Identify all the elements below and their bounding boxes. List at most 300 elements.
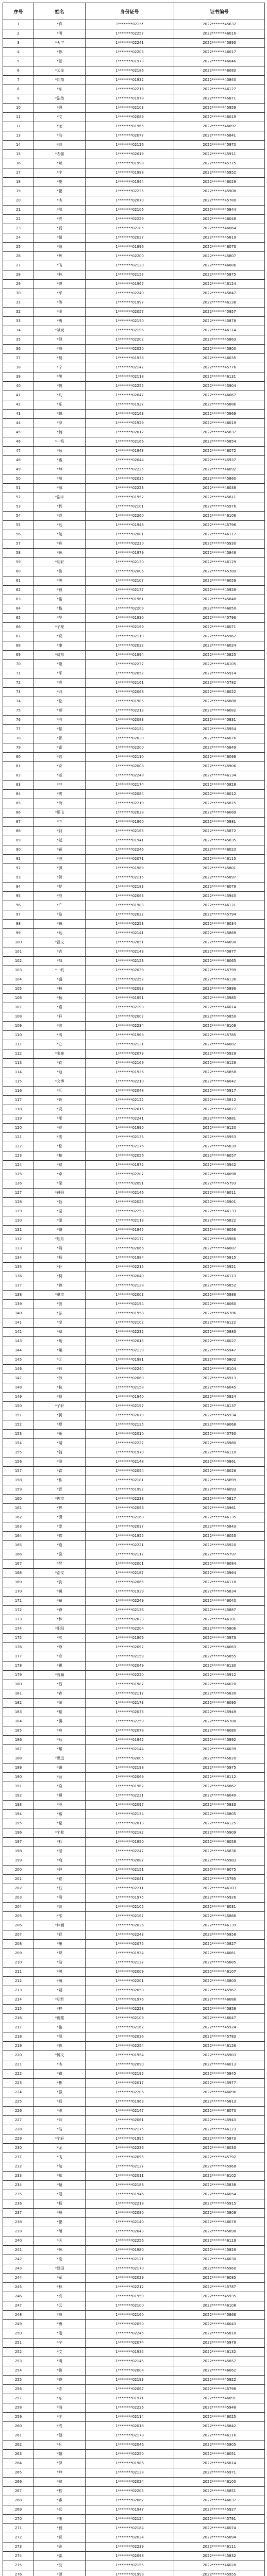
cell-index: 212: [3, 1977, 34, 1986]
cell-certificate-number: 2022*******46136: [174, 975, 265, 985]
cell-id-number: 1********01951: [86, 994, 174, 1003]
cell-id-number: 1********02200: [86, 252, 174, 261]
table-row: [3, 326, 265, 335]
cell-certificate-number: 2022*******45842: [174, 2422, 265, 2431]
cell-certificate-number: 2022*******45976: [174, 502, 265, 512]
cell-index: 25: [3, 243, 34, 252]
cell-certificate-number: 2022*******45785: [174, 1031, 265, 1040]
cell-certificate-number: 2022*******45979: [174, 2338, 265, 2348]
cell-index: 44: [3, 419, 34, 428]
table-row: [3, 2431, 265, 2441]
cell-index: 253: [3, 2357, 34, 2366]
cell-certificate-number: 2022*******45852: [174, 1281, 265, 1291]
table-row: [3, 1476, 265, 1485]
table-row: [3, 641, 265, 651]
cell-certificate-number: 2022*******45814: [174, 2459, 265, 2468]
table-row: [3, 1847, 265, 1856]
cell-name: *飞: [34, 2153, 86, 2162]
cell-certificate-number: 2022*******45952: [174, 168, 265, 178]
cell-id-number: 1********02130: [86, 558, 174, 567]
cell-certificate-number: 2022*******45790: [174, 1430, 265, 1439]
cell-name: *翰: [34, 1448, 86, 1458]
cell-name: *斐: [34, 1318, 86, 1328]
table-row: [3, 1940, 265, 1949]
cell-index: 178: [3, 1662, 34, 1671]
cell-name: *浩宇: [34, 493, 86, 502]
cell-id-number: 1********02004: [86, 2366, 174, 2376]
cell-certificate-number: 2022*******45968: [174, 2162, 265, 2172]
table-row: [3, 2162, 265, 2172]
table-row: [3, 1921, 265, 1930]
cell-certificate-number: 2022*******46126: [174, 2042, 265, 2051]
cell-index: 10: [3, 104, 34, 113]
cell-name: *旭: [34, 2227, 86, 2236]
cell-certificate-number: 2022*******45817: [174, 1495, 265, 1504]
table-row: [3, 1893, 265, 1903]
cell-id-number: 1********02079: [86, 1411, 174, 1420]
cell-id-number: 1********02124: [86, 2515, 174, 2524]
cell-certificate-number: 2022*******46061: [174, 1949, 265, 1958]
cell-name: *弘: [34, 1309, 86, 1318]
table-row: [3, 2552, 265, 2561]
cell-index: 24: [3, 233, 34, 243]
cell-certificate-number: 2022*******45868: [174, 2311, 265, 2320]
cell-name: *楠: [34, 428, 86, 437]
cell-id-number: 1********02025: [86, 1198, 174, 1207]
cell-name: *晗: [34, 1958, 86, 1968]
cell-index: 145: [3, 1355, 34, 1365]
cell-certificate-number: 2022*******46019: [174, 113, 265, 122]
table-row: [3, 2014, 265, 2023]
cell-certificate-number: 2022*******46085: [174, 2274, 265, 2283]
cell-certificate-number: 2022*******46040: [174, 1597, 265, 1606]
cell-id-number: 1********01936: [86, 1068, 174, 1077]
table-row: [3, 1866, 265, 1875]
cell-id-number: 1********02043: [86, 2227, 174, 2236]
cell-name: *剑: [34, 1300, 86, 1309]
table-row: [3, 2199, 265, 2209]
table-row: [3, 1068, 265, 1077]
table-row: [3, 734, 265, 743]
cell-name: *冲: [34, 781, 86, 790]
cell-certificate-number: 2022*******46124: [174, 280, 265, 289]
cell-id-number: 1********02115: [86, 873, 174, 883]
cell-id-number: 1********01975: [86, 1893, 174, 1903]
cell-name: *超: [34, 2181, 86, 2190]
cell-certificate-number: 2022*******45819: [174, 233, 265, 243]
cell-id-number: 1********02187: [86, 1569, 174, 1578]
table-row: [3, 48, 265, 57]
cell-id-number: 1********01941: [86, 836, 174, 845]
cell-certificate-number: 2022*******45854: [174, 437, 265, 447]
cell-index: 118: [3, 1105, 34, 1114]
cell-name: *铭: [34, 595, 86, 604]
cell-certificate-number: 2022*******45783: [174, 2032, 265, 2042]
table-row: [3, 1708, 265, 1717]
cell-id-number: 1********02205: [86, 2487, 174, 2496]
cell-certificate-number: 2022*******46096: [174, 2088, 265, 2097]
cell-certificate-number: 2022*******46026: [174, 1467, 265, 1476]
cell-id-number: 1********01985: [86, 697, 174, 706]
table-row: [3, 864, 265, 873]
cell-certificate-number: 2022*******45862: [174, 1782, 265, 1791]
cell-index: 41: [3, 391, 34, 400]
cell-index: 45: [3, 428, 34, 437]
cell-certificate-number: 2022*******45841: [174, 131, 265, 141]
cell-index: 245: [3, 2283, 34, 2292]
cell-id-number: 1********02188: [86, 2181, 174, 2190]
cell-certificate-number: 2022*******45632: [174, 20, 265, 29]
cell-name: *宇航: [34, 1828, 86, 1838]
table-row: [3, 1513, 265, 1522]
table-row: [3, 131, 265, 141]
cell-id-number: 1********01945: [86, 1226, 174, 1235]
cell-id-number: 1********02172: [86, 1235, 174, 1244]
cell-index: 58: [3, 549, 34, 558]
cell-name: *睿: [34, 512, 86, 521]
cell-name: *钰: [34, 1884, 86, 1893]
cell-index: 251: [3, 2338, 34, 2348]
table-row: [3, 1012, 265, 1022]
cell-name: *远: [34, 2505, 86, 2515]
cell-name: *烨: [34, 1504, 86, 1513]
cell-index: 216: [3, 2014, 34, 2023]
table-row: [3, 2311, 265, 2320]
cell-index: 206: [3, 1921, 34, 1930]
cell-name: *桦: [34, 2005, 86, 2014]
cell-index: 224: [3, 2088, 34, 2097]
cell-index: 88: [3, 827, 34, 836]
cell-index: 162: [3, 1513, 34, 1522]
cell-index: 215: [3, 2005, 34, 2014]
cell-id-number: 1********01992: [86, 1485, 174, 1495]
cell-name: *翼: [34, 1587, 86, 1597]
table-row: [3, 502, 265, 512]
cell-id-number: 1********01938: [86, 354, 174, 363]
cell-index: 228: [3, 2125, 34, 2134]
cell-certificate-number: 2022*******45840: [174, 76, 265, 85]
table-row: [3, 808, 265, 818]
table-row: [3, 1189, 265, 1198]
cell-index: 63: [3, 595, 34, 604]
cell-certificate-number: 2022*******45806: [174, 1624, 265, 1634]
cell-name: *腾: [34, 1411, 86, 1420]
cell-id-number: 1********01971: [86, 2394, 174, 2403]
cell-index: 33: [3, 317, 34, 326]
cell-id-number: 1********01942: [86, 1736, 174, 1745]
cell-name: *骐: [34, 1717, 86, 1726]
cell-index: 126: [3, 1179, 34, 1189]
cell-id-number: 1********02183: [86, 883, 174, 892]
cell-id-number: 1********02010: [86, 1430, 174, 1439]
table-row: [3, 335, 265, 345]
table-row: [3, 308, 265, 317]
cell-certificate-number: 2022*******45898: [174, 2227, 265, 2236]
cell-certificate-number: 2022*******46102: [174, 2172, 265, 2181]
cell-index: 103: [3, 966, 34, 975]
cell-certificate-number: 2022*******45922: [174, 2376, 265, 2385]
cell-index: 12: [3, 122, 34, 131]
cell-certificate-number: 2022*******45877: [174, 947, 265, 957]
cell-id-number: 1********02011: [86, 2172, 174, 2181]
cell-id-number: 1********01952: [86, 493, 174, 502]
cell-index: 68: [3, 641, 34, 651]
cell-index: 238: [3, 2218, 34, 2227]
cell-name: *明轩: [34, 558, 86, 567]
cell-id-number: 1********02163: [86, 410, 174, 419]
table-row: [3, 1198, 265, 1207]
cell-certificate-number: 2022*******45859: [174, 2005, 265, 2014]
cell-index: 170: [3, 1587, 34, 1597]
cell-certificate-number: 2022*******45788: [174, 1717, 265, 1726]
cell-certificate-number: 2022*******45909: [174, 1828, 265, 1838]
cell-index: 38: [3, 363, 34, 372]
table-row: [3, 994, 265, 1003]
table-row: [3, 1736, 265, 1745]
table-row: [3, 725, 265, 734]
cell-index: 8: [3, 85, 34, 94]
cell-id-number: 1********02254: [86, 2042, 174, 2051]
table-row: [3, 1550, 265, 1560]
cell-certificate-number: 2022*******45901: [174, 1198, 265, 1207]
cell-index: 227: [3, 2116, 34, 2125]
cell-index: 17: [3, 168, 34, 178]
cell-certificate-number: 2022*******45913: [174, 1374, 265, 1383]
cell-certificate-number: 2022*******45792: [174, 2153, 265, 2162]
cell-name: *成: [34, 679, 86, 688]
cell-id-number: 1********01944: [86, 178, 174, 187]
cell-id-number: 1********01940: [86, 1393, 174, 1402]
cell-id-number: 1********01960: [86, 818, 174, 827]
cell-id-number: 1********02168: [86, 1513, 174, 1522]
cell-name: *浩: [34, 2125, 86, 2134]
cell-index: 217: [3, 2023, 34, 2032]
cell-name: *奇: [34, 2543, 86, 2552]
cell-index: 14: [3, 141, 34, 150]
cell-index: 151: [3, 1411, 34, 1420]
cell-id-number: 1********01963: [86, 2097, 174, 2107]
table-row: [3, 2274, 265, 2283]
cell-certificate-number: 2022*******46043: [174, 2320, 265, 2329]
cell-name: *煜: [34, 1420, 86, 1430]
table-row: [3, 1263, 265, 1272]
cell-id-number: 1********02259: [86, 1717, 174, 1726]
cell-index: 193: [3, 1801, 34, 1810]
cell-id-number: 1********02173: [86, 1699, 174, 1708]
table-row: [3, 1114, 265, 1124]
table-row: [3, 233, 265, 243]
cell-certificate-number: 2022*******45953: [174, 1133, 265, 1142]
cell-certificate-number: 2022*******46110: [174, 1448, 265, 1458]
table-row: [3, 1253, 265, 1263]
cell-name: *波: [34, 2561, 86, 2570]
cell-certificate-number: 2022*******45787: [174, 2283, 265, 2292]
cell-index: 200: [3, 1866, 34, 1875]
table-row: [3, 1958, 265, 1968]
cell-name: *韬: [34, 1708, 86, 1717]
cell-certificate-number: 2022*******45912: [174, 1671, 265, 1680]
cell-id-number: 1********02158: [86, 1383, 174, 1393]
cell-certificate-number: 2022*******45894: [174, 2533, 265, 2543]
cell-certificate-number: 2022*******46083: [174, 66, 265, 76]
cell-certificate-number: 2022*******45897: [174, 873, 265, 883]
table-row: [3, 1291, 265, 1300]
cell-index: 50: [3, 474, 34, 484]
cell-index: 197: [3, 1838, 34, 1847]
table-row: [3, 2116, 265, 2125]
cell-index: 111: [3, 1040, 34, 1049]
cell-certificate-number: 2022*******45845: [174, 2070, 265, 2079]
cell-certificate-number: 2022*******45843: [174, 1522, 265, 1532]
cell-name: *晓东: [34, 651, 86, 660]
cell-index: 72: [3, 679, 34, 688]
table-row: [3, 2264, 265, 2274]
cell-index: 79: [3, 743, 34, 753]
table-row: [3, 2468, 265, 2478]
cell-certificate-number: 2022*******45888: [174, 697, 265, 706]
table-row: [3, 104, 265, 113]
cell-name: *沛: [34, 1374, 86, 1383]
cell-index: 143: [3, 1337, 34, 1346]
cell-id-number: 1********02073: [86, 1049, 174, 1059]
table-row: [3, 1300, 265, 1309]
cell-name: *磊: [34, 224, 86, 233]
cell-name: *俊: [34, 2366, 86, 2376]
cell-id-number: 1********02041: [86, 1875, 174, 1884]
cell-name: *子轩: [34, 1402, 86, 1411]
cell-index: 255: [3, 2376, 34, 2385]
cell-certificate-number: 2022*******45861: [174, 1458, 265, 1467]
cell-id-number: 1********02135: [86, 1133, 174, 1142]
table-row: [3, 2051, 265, 2060]
cell-index: 76: [3, 716, 34, 725]
cell-index: 36: [3, 345, 34, 354]
cell-index: 195: [3, 1819, 34, 1828]
cell-index: 49: [3, 465, 34, 474]
cell-index: 169: [3, 1578, 34, 1587]
cell-id-number: 1********02049: [86, 1662, 174, 1671]
cell-id-number: 1********02092: [86, 1643, 174, 1652]
table-row: [3, 660, 265, 669]
cell-name: *顺: [34, 447, 86, 456]
cell-index: 223: [3, 2079, 34, 2088]
cell-name: *杨: [34, 2199, 86, 2209]
cell-index: 260: [3, 2422, 34, 2431]
cell-certificate-number: 2022*******45802: [174, 1355, 265, 1365]
cell-name: *刚: [34, 308, 86, 317]
cell-index: 180: [3, 1680, 34, 1689]
cell-certificate-number: 2022*******45795: [174, 1875, 265, 1884]
cell-name: *宸: [34, 1726, 86, 1736]
table-row: [3, 456, 265, 465]
table-row: [3, 873, 265, 883]
cell-name: *晋: [34, 1485, 86, 1495]
cell-name: *琦: [34, 920, 86, 929]
cell-id-number: 1********02069: [86, 1773, 174, 1782]
cell-certificate-number: 2022*******45826: [174, 2246, 265, 2255]
cell-index: 109: [3, 1022, 34, 1031]
cell-name: *嘉: [34, 1003, 86, 1012]
cell-index: 31: [3, 298, 34, 308]
cell-id-number: 1********02136: [86, 1606, 174, 1615]
cell-certificate-number: 2022*******46035: [174, 354, 265, 363]
cell-certificate-number: 2022*******46098: [174, 1170, 265, 1179]
cell-id-number: 1********01961: [86, 595, 174, 604]
cell-name: *豪杰: [34, 1291, 86, 1300]
table-row: [3, 1374, 265, 1383]
cell-id-number: 1********02118: [86, 372, 174, 382]
cell-id-number: 1********02071: [86, 855, 174, 864]
cell-id-number: 1********02151: [86, 1866, 174, 1875]
cell-certificate-number: 2022*******46060: [174, 1300, 265, 1309]
cell-index: 53: [3, 502, 34, 512]
cell-name: *宇: [34, 168, 86, 178]
cell-index: 96: [3, 901, 34, 910]
cell-index: 198: [3, 1847, 34, 1856]
table-row: [3, 1393, 265, 1402]
cell-index: 263: [3, 2450, 34, 2459]
cell-id-number: 1********02241: [86, 1114, 174, 1124]
cell-name: *旭: [34, 372, 86, 382]
cell-certificate-number: 2022*******46120: [174, 1124, 265, 1133]
table-row: [3, 1124, 265, 1133]
cell-certificate-number: 2022*******46037: [174, 2496, 265, 2505]
cell-certificate-number: 2022*******45878: [174, 317, 265, 326]
cell-index: 16: [3, 159, 34, 168]
cell-certificate-number: 2022*******46111: [174, 2543, 265, 2552]
cell-name: *顺: [34, 706, 86, 716]
cell-certificate-number: 2022*******45799: [174, 966, 265, 975]
table-row: [3, 1773, 265, 1782]
cell-index: 91: [3, 855, 34, 864]
cell-index: 87: [3, 818, 34, 827]
cell-name: *林: [34, 270, 86, 280]
cell-index: 144: [3, 1346, 34, 1355]
cell-index: 187: [3, 1745, 34, 1754]
cell-index: 177: [3, 1652, 34, 1662]
cell-name: *旭东: [34, 1235, 86, 1244]
cell-index: 101: [3, 947, 34, 957]
cell-index: 107: [3, 1003, 34, 1012]
cell-index: 114: [3, 1068, 34, 1077]
cell-certificate-number: 2022*******46138: [174, 298, 265, 308]
cell-index: 74: [3, 697, 34, 706]
cell-id-number: 1********02056: [86, 1151, 174, 1161]
cell-index: 147: [3, 1374, 34, 1383]
cell-index: 179: [3, 1671, 34, 1680]
cell-index: 160: [3, 1495, 34, 1504]
cell-id-number: 1********02186: [86, 66, 174, 76]
cell-certificate-number: 2022*******45917: [174, 1087, 265, 1096]
cell-certificate-number: 2022*******45959: [174, 104, 265, 113]
cell-name: *泽: [34, 2459, 86, 2468]
cell-id-number: 1********02219: [86, 799, 174, 808]
cell-id-number: 1********02139: [86, 1346, 174, 1355]
cell-index: 196: [3, 1828, 34, 1838]
cell-id-number: 1********02239: [86, 2543, 174, 2552]
table-row: [3, 957, 265, 966]
cell-id-number: 1********02150: [86, 317, 174, 326]
table-row: [3, 410, 265, 419]
table-row: [3, 1764, 265, 1773]
cell-id-number: 1********01962: [86, 1782, 174, 1791]
cell-id-number: 1********02181: [86, 1476, 174, 1485]
cell-id-number: 1********02110: [86, 753, 174, 762]
cell-id-number: 1********01955: [86, 1532, 174, 1541]
cell-name: *刚: [34, 2329, 86, 2338]
cell-index: 61: [3, 577, 34, 586]
cell-id-number: 1********02184: [86, 2524, 174, 2533]
